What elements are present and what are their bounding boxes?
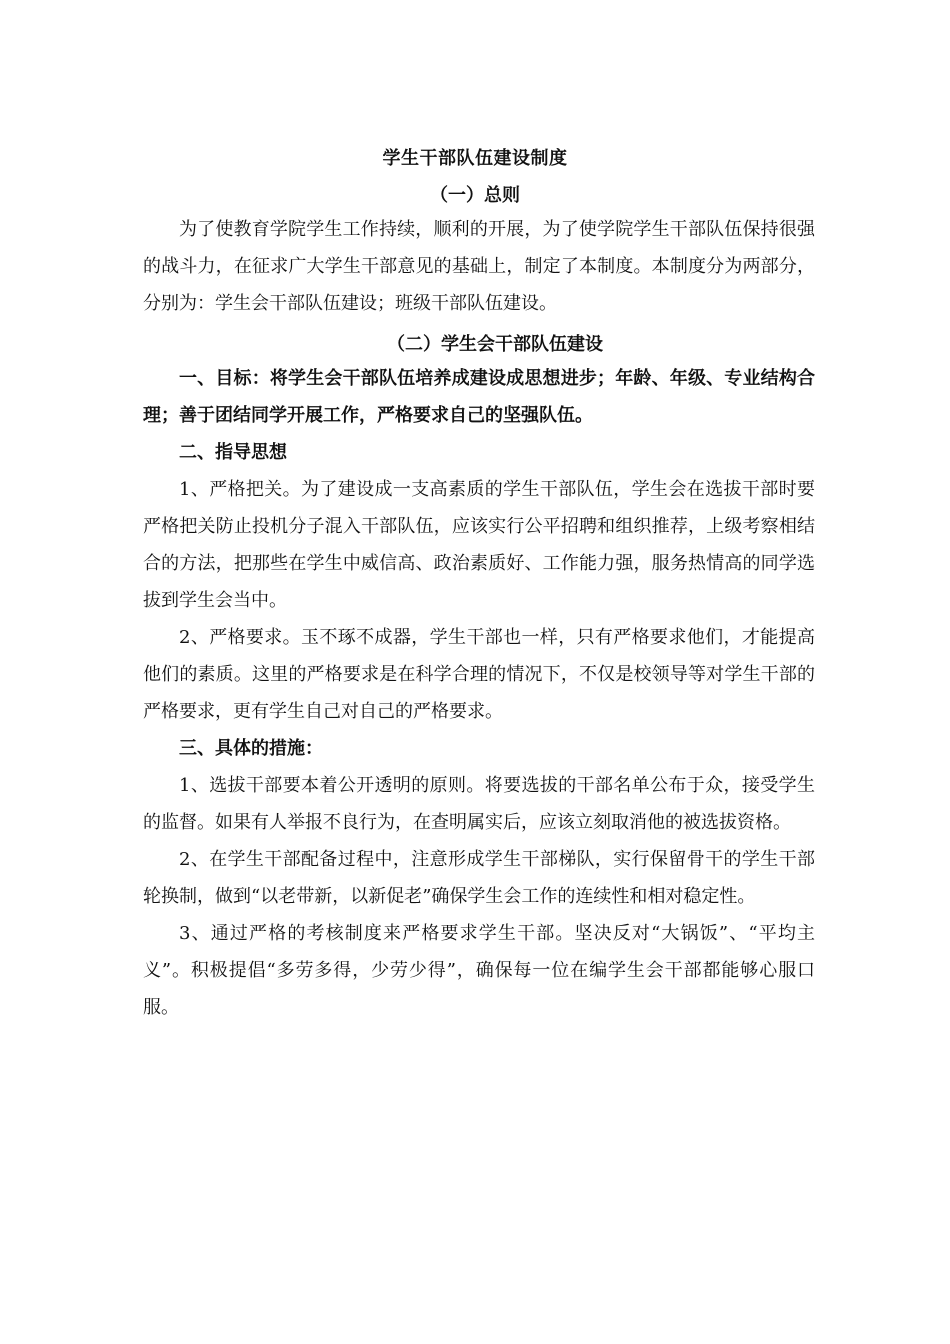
section-general-heading: （一）总则 — [430, 185, 520, 206]
measures-heading: 三、具体的措施： — [179, 738, 323, 759]
section-student-union-body — [143, 360, 815, 1026]
guiding-item-2: 2、严格要求。玉不琢不成器，学生干部也一样，只有严格要求他们，才能提高他们的素质。这里的严格要求是在科学合理的情况下，不仅是校领导等对学生干部的严格要求，更有学生自己对自己的严格要求。 — [143, 627, 815, 722]
goal-paragraph: 一、目标：将学生会干部队伍培养成建设成思想进步；年龄、年级、专业结构合理；善于团结同学开展工作，严格要求自己的坚强队伍。 — [143, 368, 815, 426]
section-student-union-heading: （二）学生会干部队伍建设 — [387, 334, 603, 355]
measures-item-1: 1、选拔干部要本着公开透明的原则。将要选拔的干部名单公布于众，接受学生的监督。如果有人举报不良行为，在查明属实后，应该立刻取消他的被选拔资格。 — [143, 775, 815, 833]
guiding-item-1: 1、严格把关。为了建设成一支高素质的学生干部队伍，学生会在选拔干部时要严格把关防止投机分子混入干部队伍，应该实行公平招聘和组织推荐，上级考察相结合的方法，把那些在学生中威信高、政治素质好、工作能力强，服务热情高的同学选拔到学生会当中。 — [143, 479, 815, 611]
measures-item-3: 3、通过严格的考核制度来严格要求学生干部。坚决反对“大锅饭”、“平均主义”。积极提倡“多劳多得，少劳少得”，确保每一位在编学生会干部都能够心服口服。 — [143, 923, 815, 1018]
general-paragraph: 为了使教育学院学生工作持续，顺利的开展，为了使学院学生干部队伍保持很强的战斗力，在征求广大学生干部意见的基础上，制定了本制度。本制度分为两部分，分别为：学生会干部队伍建设；班级干部队伍建设。 — [143, 219, 815, 314]
document-title: 学生干部队伍建设制度 — [382, 148, 568, 169]
measures-item-2: 2、在学生干部配备过程中，注意形成学生干部梯队，实行保留骨干的学生干部轮换制，做到“以老带新，以新促老”确保学生会工作的连续性和相对稳定性。 — [143, 849, 815, 907]
guiding-heading: 二、指导思想 — [179, 442, 287, 463]
section-general-body — [143, 211, 815, 322]
